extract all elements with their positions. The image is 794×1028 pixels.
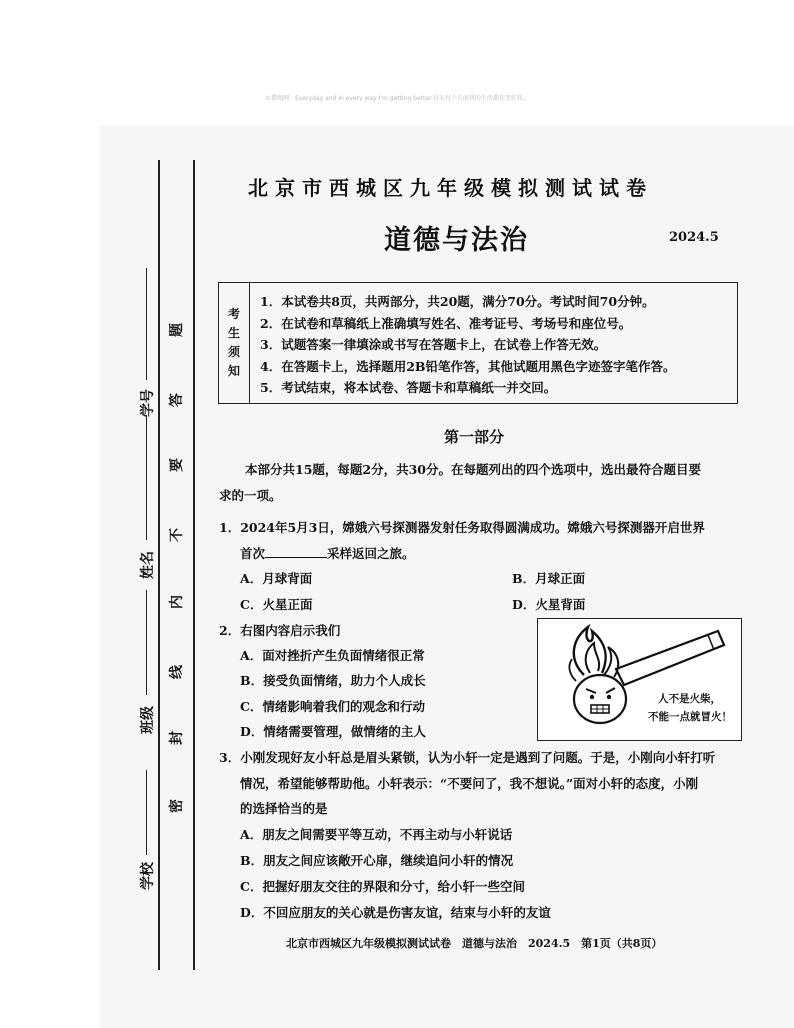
q1-option-b: B．月球正面: [512, 571, 586, 586]
seal-char: 密: [169, 799, 185, 813]
seal-char: 线: [169, 665, 185, 679]
candidate-notice-box: [218, 282, 738, 404]
q1-stem-post: 采样返回之旅。: [327, 546, 415, 561]
id-label: 学号: [140, 389, 156, 417]
notice-item: 5．考试结束，将本试卷、答题卡和草稿纸一并交回。: [260, 380, 557, 395]
watermark: ©微图网：Everyday and in every way I'm getting better.每天每个方面我的生活都在变好转。: [265, 95, 529, 102]
exam-title: 北京市西城区九年级模拟测试试卷: [248, 176, 653, 200]
notice-heading-char: 须: [227, 345, 240, 359]
page-footer: 北京市西城区九年级模拟测试试卷 道德与法治 2024.5 第1页（共8页）: [286, 937, 663, 950]
q1-option-c: C．火星正面: [240, 597, 313, 612]
q1-stem-pre: 首次: [240, 546, 266, 561]
school-blank: [146, 770, 147, 855]
notice-item: 1．本试卷共8页，共两部分，共20题，满分70分。考试时间70分钟。: [260, 294, 655, 309]
class-blank: [146, 590, 147, 695]
q1-option-d: D．火星背面: [512, 597, 586, 612]
id-blank: [146, 268, 147, 380]
subject-title: 道德与法治: [384, 225, 529, 256]
binding-line-left: [158, 160, 160, 970]
part-one-intro-cont: 求的一项。: [219, 488, 282, 503]
seal-char: 封: [169, 731, 185, 745]
seal-char: 内: [169, 595, 185, 609]
q2-option-d: D．情绪需要管理，做情绪的主人: [240, 724, 426, 739]
q3-option-c: C．把握好朋友交往的界限和分寸，给小轩一些空间: [240, 879, 525, 894]
notice-heading-char: 知: [227, 364, 240, 378]
seal-char: 要: [169, 458, 185, 472]
q3-option-a: A．朋友之间需要平等互动，不再主动与小轩说话: [240, 827, 513, 842]
part-one-intro: 本部分共15题，每题2分，共30分。在每题列出的四个选项中，选出最符合题目要: [245, 462, 701, 477]
q2-stem: 2．右图内容启示我们: [219, 623, 341, 638]
q2-option-b: B．接受负面情绪，助力个人成长: [240, 673, 426, 688]
class-label: 班级: [140, 706, 156, 734]
seal-char: 题: [169, 323, 185, 337]
q1-stem-cont: [240, 544, 415, 562]
q3-option-d: D．不回应朋友的关心就是伤害友谊，结束与小轩的友谊: [240, 905, 551, 920]
seal-char: 答: [169, 393, 185, 407]
notice-heading-char: 生: [227, 326, 240, 340]
exam-date: 2024.5: [669, 230, 719, 245]
notice-list: [250, 283, 675, 403]
q2-option-c: C．情绪影响着我们的观念和行动: [240, 699, 425, 714]
q2-cartoon-figure: [537, 618, 742, 741]
q1-option-a: A．月球背面: [240, 571, 313, 586]
notice-heading: [219, 283, 250, 403]
q3-stem-cont: 情况，希望能够帮助他。小轩表示：“不要问了，我不想说。”面对小轩的态度，小刚: [240, 776, 699, 791]
part-one-title: 第一部分: [444, 428, 505, 446]
q1-answer-blank: [265, 546, 327, 558]
q1-stem: 1．2024年5月3日，嫦娥六号探测器发射任务取得圆满成功。嫦娥六号探测器开启世界: [219, 520, 705, 535]
notice-item: 4．在答题卡上，选择题用2B铅笔作答，其他试题用黑色字迹签字笔作答。: [260, 358, 676, 374]
school-label: 学校: [140, 862, 156, 890]
name-label: 姓名: [140, 551, 156, 579]
q2-option-a: A．面对挫折产生负面情绪很正常: [240, 648, 425, 663]
cartoon-caption-line1: 人不是火柴，: [658, 693, 721, 705]
name-blank: [146, 415, 147, 540]
notice-item: 2．在试卷和草稿纸上准确填写姓名、准考证号、考场号和座位号。: [260, 315, 632, 331]
q3-stem-cont: 的选择恰当的是: [240, 801, 328, 816]
notice-item: 3．试题答案一律填涂或书写在答题卡上，在试卷上作答无效。: [260, 337, 607, 352]
notice-heading-char: 考: [227, 307, 240, 321]
binding-line-right: [193, 160, 195, 970]
q3-stem: 3．小刚发现好友小轩总是眉头紧锁，认为小轩一定是遇到了问题。于是，小刚向小轩打听: [219, 750, 716, 765]
seal-char: 不: [169, 528, 185, 542]
q3-option-b: B．朋友之间应该敞开心扉，继续追问小轩的情况: [240, 853, 514, 868]
cartoon-caption-line2: 不能一点就冒火！: [648, 711, 732, 723]
